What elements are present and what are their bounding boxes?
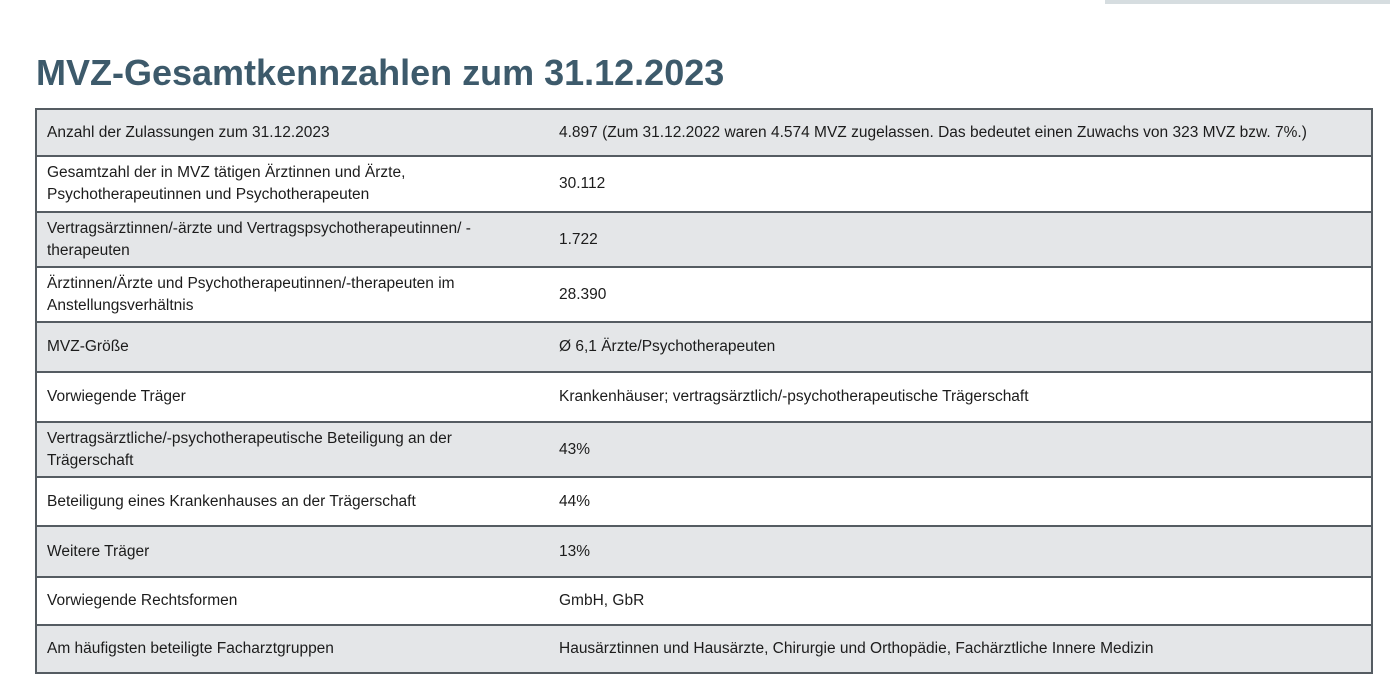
row-value: 30.112 [539,156,1372,212]
table-row [36,477,1372,526]
table-row [36,267,1372,322]
row-value: 43% [539,422,1372,477]
row-label: Weitere Träger [36,526,539,577]
row-value: 28.390 [539,267,1372,322]
table-row [36,577,1372,625]
row-value: GmbH, GbR [539,577,1372,625]
table-row [36,526,1372,577]
table-row [36,109,1372,156]
table-row [36,322,1372,372]
table-row [36,422,1372,477]
row-value: Ø 6,1 Ärzte/Psychotherapeuten [539,322,1372,372]
table-row [36,212,1372,267]
row-label: Beteiligung eines Krankenhauses an der Trägerschaft [36,477,539,526]
top-decoration-bar [1105,0,1390,4]
table-row [36,156,1372,212]
row-label: Vertragsärztliche/-psychotherapeutische Beteiligung an der Trägerschaft [36,422,539,477]
row-value: 4.897 (Zum 31.12.2022 waren 4.574 MVZ zugelassen. Das bedeutet einen Zuwachs von 323 MVZ bzw. 7%.) [539,109,1372,156]
page-title: MVZ-Gesamtkennzahlen zum 31.12.2023 [36,52,725,93]
row-label: Vertragsärztinnen/-ärzte und Vertragspsychotherapeutinnen/ -therapeuten [36,212,539,267]
row-label: MVZ-Größe [36,322,539,372]
row-label: Ärztinnen/Ärzte und Psychotherapeutinnen/-therapeuten im Anstellungsverhältnis [36,267,539,322]
row-label: Am häufigsten beteiligte Facharztgruppen [36,625,539,673]
row-label: Gesamtzahl der in MVZ tätigen Ärztinnen und Ärzte, Psychotherapeutinnen und Psychotherapeuten [36,156,539,212]
key-figures-table [35,108,1373,674]
table-row [36,372,1372,422]
row-value: 44% [539,477,1372,526]
row-value: 13% [539,526,1372,577]
row-value: 1.722 [539,212,1372,267]
row-label: Anzahl der Zulassungen zum 31.12.2023 [36,109,539,156]
table-row [36,625,1372,673]
row-label: Vorwiegende Rechtsformen [36,577,539,625]
row-label: Vorwiegende Träger [36,372,539,422]
row-value: Hausärztinnen und Hausärzte, Chirurgie und Orthopädie, Fachärztliche Innere Medizin [539,625,1372,673]
row-value: Krankenhäuser; vertragsärztlich/-psychotherapeutische Trägerschaft [539,372,1372,422]
